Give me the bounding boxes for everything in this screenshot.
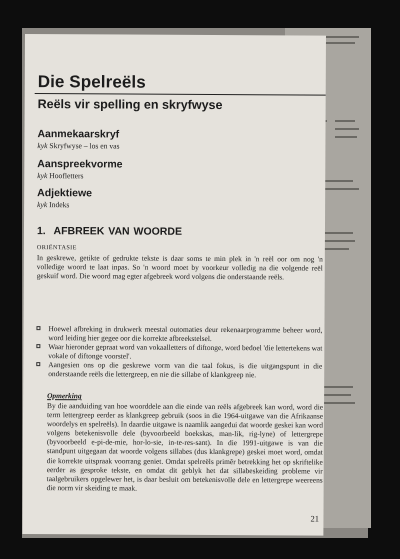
- entry-reference: kyk Hoofletters: [37, 171, 84, 181]
- entry-term: Adjektiewe: [37, 187, 93, 200]
- entry-term: Aanmekaarskryf: [37, 128, 120, 141]
- note-label: Opmerking: [47, 391, 82, 401]
- checkbox-bullet-icon: [36, 362, 40, 366]
- entry-aanmekaarskryf: [37, 128, 119, 151]
- checkbox-bullet-icon: [36, 344, 40, 348]
- orientation-label: ORIËNTASIE: [36, 244, 77, 252]
- entry-reference: kyk Indeks: [37, 200, 70, 210]
- bullet-list: [36, 324, 322, 380]
- entry-reference: kyk Skryfwyse – los en vas: [37, 141, 120, 151]
- intro-paragraph: In geskrewe, getikte of gedrukte tekste is daar soms te min plek in 'n reël oor om nog 'n volledige woord te laat inpas. So 'n woord moet by voorkeur volledig na die volgende reël geskuif word. Die woord mag egter afgebreek word volgens die onderstaande reëls.: [36, 253, 323, 282]
- entry-adjektiewe: [37, 187, 92, 210]
- page-title: Die Spelreëls: [37, 72, 146, 92]
- page-subtitle: Reëls vir spelling en skryfwyse: [37, 97, 223, 113]
- book-page: [22, 34, 326, 536]
- note-paragraph: By die aanduiding van hoe woorddele aan die einde van reëls afgebreek kan word, word die term lettergreep eerder as klankgreep gebruik (soos in die 1964-uitgawe van die Afrikaanse woordelys en spelreëls). In daardie uitgawe is naamlik aangedui dat woorde geskei kan word volgens betekenisvolle dele (byvoorbeeld boekskas, man-lik, rig-lyne) of lettergrepe (byvoorbeeld e-pi-de-mie, hor-lo-sie, in-te-res-sant). In die 1991-uitgawe is van die standpunt uitgegaan dat woorde volgens sillabes (dus klankgrepe) geskei moet word, omdat die korrekte uitspraak voorrang geniet. Omdat spelreëls primêr betrekking het op skriftelike eerder as gesproke tekste, en omdat dit geblyk het dat sillabeskeiding probleme vir taalgebruikers opgelewer het, is daar besluit om betekenisvolle dele en lettergrepe weereens die norm vir skeiding te maak.: [46, 401, 324, 493]
- list-item: Aangesien ons op die geskrewe vorm van die taal fokus, is die uitgangspunt in die onderstaande reëls die lettergreep, en nie die sillabe of klankgreep nie.: [36, 360, 322, 380]
- section-heading: 1. AFBREEK VAN WOORDE: [36, 225, 182, 238]
- title-rule: [35, 93, 326, 96]
- page-number: 21: [310, 513, 319, 524]
- list-item: Hoewel afbreking in drukwerk meestal outomaties deur rekenaarprogramme beheer word, word leiding hier gegee oor die korrekte afbreekstelsel.: [36, 324, 322, 344]
- list-item: Waar hieronder gepraat word van vokaalletters of diftonge, word bedoel 'die lettertekens wat vokale of diftonge voorstel'.: [36, 342, 322, 362]
- checkbox-bullet-icon: [36, 326, 40, 330]
- entry-term: Aanspreekvorme: [37, 158, 123, 171]
- entry-aanspreekvorme: [37, 158, 122, 181]
